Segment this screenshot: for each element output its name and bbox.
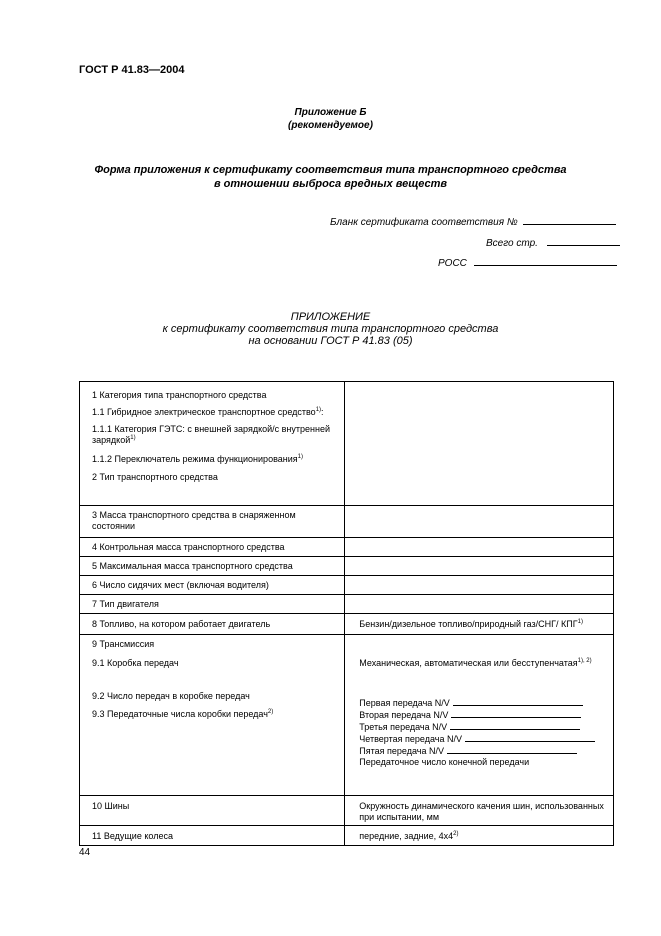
- form-title-line1: Форма приложения к сертификату соответствия типа транспортного средства: [94, 164, 567, 176]
- table-cell-label: [80, 595, 345, 614]
- final-drive-ratio: Передаточное число конечной передачи: [359, 757, 530, 767]
- certificate-number-field: [330, 215, 616, 228]
- row-9-3-gear-ratios: 9.3 Передаточные числа коробки передач$^{2)}$: [92, 709, 274, 719]
- gear-ratio-line: Пятая передача N/V: [359, 745, 613, 757]
- row-11-driven-wheels: 11 Ведущие колеса: [92, 831, 173, 841]
- row-1-category: 1 Категория типа транспортного средства: [92, 390, 267, 400]
- row-10-tyres: 10 Шины: [92, 801, 130, 811]
- gear-ratio-line: Вторая передача N/V: [359, 709, 613, 721]
- row-9-transmission: 9 Трансмиссия: [92, 639, 155, 649]
- gear-ratio-line: Четвертая передача N/V: [359, 733, 613, 745]
- ross-blank: [474, 256, 617, 266]
- table-row: [80, 635, 614, 796]
- table-cell-value: [345, 557, 614, 576]
- appendix-subtitle-1: к сертификату соответствия типа транспортного средства: [162, 323, 499, 335]
- gear-ratio-line: Первая передача N/V: [359, 697, 613, 709]
- row-9-1-gearbox-value: Механическая, автоматическая или бесступенчатая$^{1), 2)}$: [359, 658, 592, 668]
- annex-status: (рекомендуемое): [288, 120, 373, 131]
- row-1-1-1-category: 1.1.1 Категория ГЭТС: с внешней зарядкой/с внутренней зарядкой$^{1)}$: [92, 424, 331, 445]
- row-4-reference-mass: 4 Контрольная масса транспортного средства: [92, 542, 285, 552]
- table-cell-value: [345, 538, 614, 557]
- ross-label: РОСС: [438, 258, 467, 269]
- table-cell-value: [345, 826, 614, 846]
- table-cell-value: [345, 614, 614, 635]
- table-row: [80, 576, 614, 595]
- total-pages-label: Всего стр.: [486, 238, 538, 249]
- row-3-kerb-mass: 3 Масса транспортного средства в снаряженном состоянии: [92, 510, 296, 531]
- table-cell-label: [80, 635, 345, 796]
- total-pages-blank: [547, 236, 620, 246]
- row-1-1-2-switch: 1.1.2 Переключатель режима функционирования$^{1)}$: [92, 454, 303, 464]
- table-row: [80, 595, 614, 614]
- table-cell-label: [80, 826, 345, 846]
- table-cell-label: [80, 557, 345, 576]
- row-7-engine-type: 7 Тип двигателя: [92, 599, 159, 609]
- table-row: [80, 382, 614, 506]
- table-row: [80, 538, 614, 557]
- table-row: [80, 506, 614, 538]
- table-cell-value: [345, 506, 614, 538]
- gear-ratio-list: [345, 697, 613, 768]
- appendix-heading: [0, 311, 661, 347]
- table-cell-label: [80, 506, 345, 538]
- table-row: [80, 796, 614, 826]
- appendix-subtitle-2: на основании ГОСТ Р 41.83 (05): [248, 335, 413, 347]
- row-11-driven-wheels-value: передние, задние, 4х4$^{2)}$: [359, 831, 459, 841]
- row-6-seats: 6 Число сидячих мест (включая водителя): [92, 580, 269, 590]
- row-9-2-gear-count: 9.2 Число передач в коробке передач: [92, 691, 250, 701]
- row-8-fuel-value: Бензин/дизельное топливо/природный газ/СНГ/ КПГ$^{1)}$: [359, 619, 583, 629]
- total-pages-field: [486, 236, 620, 249]
- certificate-number-blank: [523, 215, 616, 225]
- table-cell-label: [80, 614, 345, 635]
- table-row: [80, 826, 614, 846]
- form-title-line2: в отношении выброса вредных веществ: [213, 178, 448, 190]
- table-cell-label: [80, 576, 345, 595]
- table-cell-label: [80, 382, 345, 506]
- table-cell-value: [345, 595, 614, 614]
- table-row: [80, 557, 614, 576]
- gear-ratio-line: Третья передача N/V: [359, 721, 613, 733]
- row-1-1-hybrid: 1.1 Гибридное электрическое транспортное средство$^{1)}$:: [92, 407, 324, 417]
- row-9-1-gearbox: 9.1 Коробка передач: [92, 658, 179, 668]
- row-2-vehicle-type: 2 Тип транспортного средства: [92, 472, 218, 482]
- table-cell-label: [80, 538, 345, 557]
- table-cell-value: [345, 635, 614, 796]
- table-row: [80, 614, 614, 635]
- certificate-number-label: Бланк сертификата соответствия №: [330, 217, 518, 228]
- page-number: 44: [79, 847, 91, 858]
- appendix-title: ПРИЛОЖЕНИЕ: [290, 311, 371, 323]
- appendix-table: [79, 381, 614, 846]
- row-10-tyres-value: Окружность динамического качения шин, использованных при испытании, мм: [359, 801, 604, 822]
- row-8-fuel: 8 Топливо, на котором работает двигатель: [92, 619, 271, 629]
- row-5-max-mass: 5 Максимальная масса транспортного средства: [92, 561, 293, 571]
- document-header: ГОСТ Р 41.83—2004: [79, 64, 185, 76]
- table-cell-value: [345, 576, 614, 595]
- ross-field: [438, 256, 617, 269]
- form-title: [0, 163, 661, 191]
- annex-title: Приложение Б: [294, 107, 367, 118]
- table-cell-value: [345, 796, 614, 826]
- table-cell-value: [345, 382, 614, 506]
- table-cell-label: [80, 796, 345, 826]
